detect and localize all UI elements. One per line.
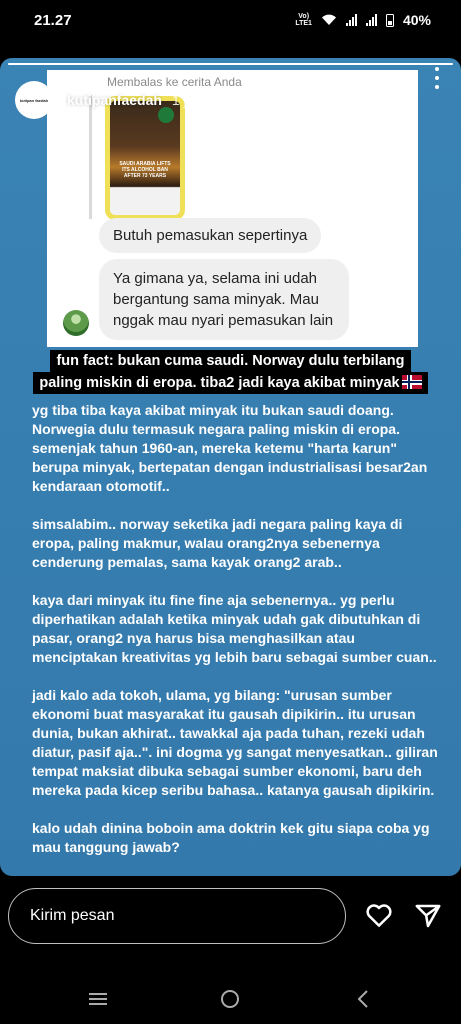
- message-input[interactable]: [8, 888, 346, 944]
- highlight-line: fun fact: bukan cuma saudi. Norway dulu terbilang: [50, 350, 410, 372]
- highlight-line: paling miskin di eropa. tiba2 jadi kaya akibat minyak: [33, 372, 427, 394]
- highlight-caption: [0, 350, 461, 394]
- paragraph: kalo udah dinina boboin ama doktrin kek gitu siapa coba yg mau tanggung jawab?: [32, 820, 430, 855]
- signal-icon: [346, 14, 357, 26]
- story-card[interactable]: [0, 58, 461, 876]
- battery-icon: [386, 14, 394, 27]
- status-bar: [0, 0, 461, 40]
- send-icon[interactable]: [413, 901, 443, 931]
- avatar[interactable]: kutipan faedah: [15, 81, 53, 119]
- paragraph: simsalabim.. norway seketika jadi negara paling kaya di eropa, paling makmur, walau orang2nya sebenernya cenderung pemalas, sama kayak orang2 arab..: [32, 516, 403, 570]
- recent-apps-icon[interactable]: [86, 988, 110, 1010]
- navigation-bar: [0, 970, 461, 1024]
- post-time: 1 jam: [171, 92, 207, 108]
- norway-flag-icon: [402, 375, 422, 389]
- wifi-icon: [321, 14, 337, 26]
- volte-indicator: Vo) LTE1: [295, 13, 312, 27]
- home-icon[interactable]: [218, 988, 242, 1010]
- message-bubble: Ya gimana ya, selama ini udah bergantung sama minyak. Mau nggak mau nyari pemasukan lain: [99, 259, 349, 340]
- status-time: 21.27: [34, 11, 72, 29]
- back-icon[interactable]: [352, 988, 376, 1010]
- sender-avatar: [63, 310, 89, 336]
- story-header: [15, 80, 455, 120]
- battery-percent: 40%: [402, 12, 431, 28]
- username[interactable]: kutipanfaedah: [67, 92, 162, 108]
- message-bubble: Butuh pemasukan sepertinya: [99, 218, 321, 253]
- heart-icon[interactable]: [364, 900, 394, 930]
- more-vertical-icon[interactable]: [435, 67, 439, 89]
- thumbnail-headline: SAUDI ARABIA LIFTS ITS ALCOHOL BAN AFTER 73 YEARS: [119, 161, 171, 179]
- status-icons: [295, 12, 431, 28]
- reply-caption: Membalas ke cerita Anda: [107, 75, 242, 89]
- paragraph: yg tiba tiba kaya akibat minyak itu bukan saudi doang. Norwegia dulu termasuk negara paling miskin di eropa. semenjak tahun 1960-an, mereka ketemu "harta karun" berupa minyak, bertepatan dengan industrialisasi besar2an kendaraan otomotif..: [32, 402, 428, 494]
- paragraph: kaya dari minyak itu fine fine aja sebenernya.. yg perlu diperhatikan adalah ketika minyak udah gak dibutuhkan di pasar, orang2 nya harus bisa menghasilkan atau menciptakan kreativitas yg lebih baru sebagai sumber cuan..: [32, 592, 437, 665]
- signal-icon-2: [366, 14, 377, 26]
- story-body-text: [32, 401, 452, 876]
- story-progress-bar: [8, 63, 453, 65]
- paragraph: jadi kalo ada tokoh, ulama, yg bilang: "urusan sumber ekonomi buat masyarakat itu gausah dipikirin.. itu urusan dunia, bukan akhirat.. tawakkal aja pada tuhan, rezeki udah diatur, pasif aja..". ini dogma yg sangat menyesatkan.. giliran tempat maksiat dibuka sebagai sumber ekonomi, baru deh mereka pada kicep seribu bahasa.. katanya gausah dipikirin.: [32, 687, 438, 798]
- message-input-placeholder: Kirim pesan: [30, 907, 115, 924]
